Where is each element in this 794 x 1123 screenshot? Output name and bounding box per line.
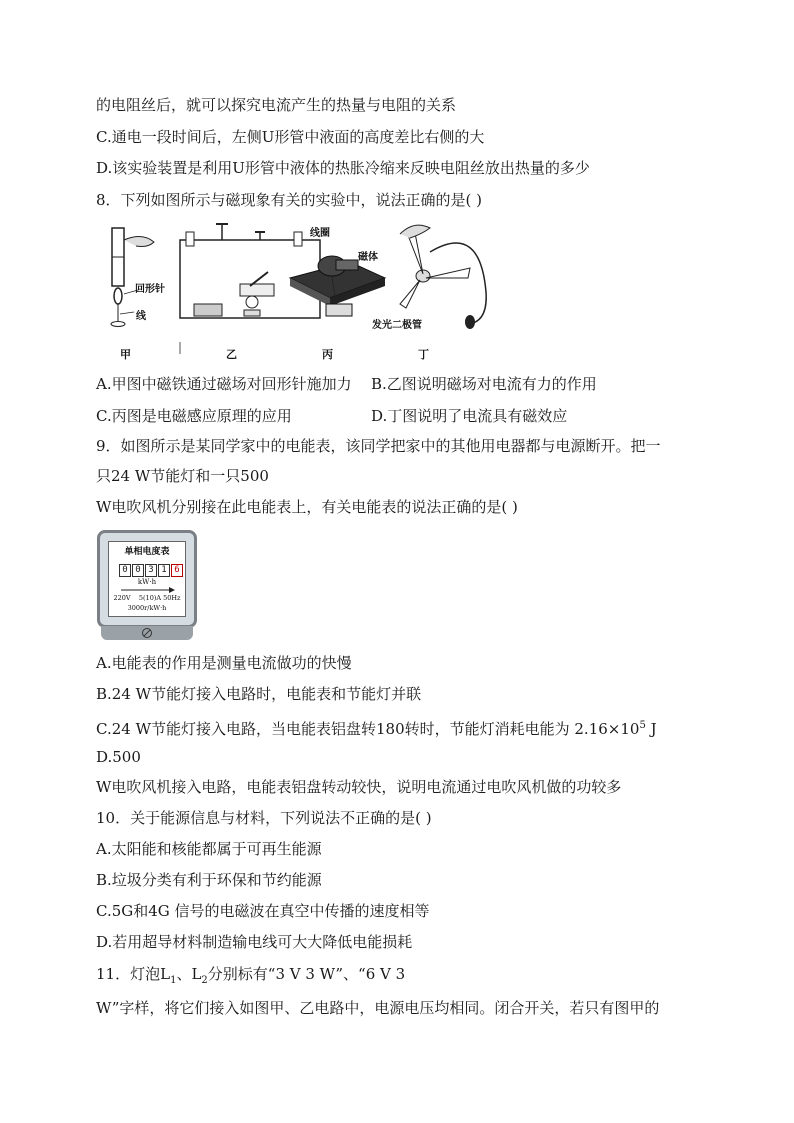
- meter-spec-1: 220V 5(10)A 50Hz: [113, 594, 181, 602]
- meter-digit-decimal: 6: [171, 564, 183, 577]
- meter-base: [101, 626, 193, 640]
- q9-stem-1: 9．如图所示是某同学家中的电能表，该同学把家中的其他用电器都与电源断开。把一: [96, 437, 661, 455]
- meter-digits: [119, 564, 184, 577]
- q11-sub-1: 1: [170, 975, 177, 986]
- fig-label-yi: 乙: [226, 348, 237, 361]
- label-magnet-body: 磁体: [358, 252, 378, 263]
- q9-stem-2: 只24 W节能灯和一只500: [96, 467, 269, 485]
- q9-option-c-unit: J: [645, 720, 657, 738]
- q9-option-c-text: C.24 W节能灯接入电路，当电能表铝盘转180转时，节能灯消耗电能为 2.16×10: [96, 720, 640, 738]
- q10-option-d: D.若用超导材料制造输电线可大大降低电能损耗: [96, 933, 413, 951]
- fig-label-ding: 丁: [418, 348, 429, 361]
- q9-option-d-2: W电吹风机接入电路，电能表铝盘转动较快，说明电流通过电吹风机做的功较多: [96, 778, 622, 796]
- q9-option-c-exponent: 5: [639, 720, 646, 731]
- q9-option-d-1: D.500: [96, 748, 141, 766]
- q11-stem-1: [96, 964, 405, 991]
- q10-stem: 10．关于能源信息与材料，下列说法不正确的是( ): [96, 809, 432, 827]
- meter-title: 单相电度表: [124, 547, 170, 557]
- meter-panel: [108, 541, 186, 617]
- fig-label-bing: 丙: [322, 348, 333, 361]
- meter-digit: 0: [132, 564, 144, 577]
- option-d-prev: D.该实验装置是利用U形管中液体的热胀冷缩来反映电阻丝放出热量的多少: [96, 159, 590, 177]
- label-thread: 线: [136, 311, 146, 322]
- q9-option-c: [96, 716, 657, 739]
- meter-screw-icon: [141, 627, 153, 639]
- label-coil: 线圈: [310, 228, 330, 239]
- fig-label-jia: 甲: [120, 348, 131, 361]
- label-led: 发光二极管: [372, 320, 422, 331]
- q11-sub-2: 2: [201, 975, 208, 986]
- meter-digit: 0: [119, 564, 131, 577]
- q11-text-b: 、L: [176, 965, 202, 983]
- q11-text-a: 11．灯泡L: [96, 965, 171, 983]
- q8-figure: [100, 222, 500, 362]
- meter-digit: 3: [145, 564, 157, 577]
- q9-option-b: B.24 W节能灯接入电路时，电能表和节能灯并联: [96, 685, 422, 703]
- option-c-prev: C.通电一段时间后，左侧U形管中液面的高度差比右侧的大: [96, 128, 485, 146]
- meter-digit: 1: [158, 564, 170, 577]
- electric-meter: [97, 530, 197, 640]
- q8-option-b: B.乙图说明磁场对电流有力的作用: [371, 375, 597, 393]
- meter-body: [97, 530, 197, 628]
- q8-option-c: C.丙图是电磁感应原理的应用: [96, 407, 292, 425]
- meter-spec-2: 3000r/kW·h: [127, 604, 167, 612]
- q8-option-d: D.丁图说明了电流具有磁效应: [371, 407, 568, 425]
- q8-option-a: A.甲图中磁铁通过磁场对回形针施加力: [96, 375, 352, 393]
- q9-option-a: A.电能表的作用是测量电流做功的快慢: [96, 654, 352, 672]
- q10-option-a: A.太阳能和核能都属于可再生能源: [96, 840, 322, 858]
- q11-text-c: 分别标有“3 V 3 W”、“6 V 3: [207, 965, 406, 983]
- meter-arrow-icon: [121, 587, 175, 593]
- text-line-1: 的电阻丝后，就可以探究电流产生的热量与电阻的关系: [96, 96, 457, 114]
- q11-stem-2: W”字样，将它们接入如图甲、乙电路中，电源电压均相同。闭合开关，若只有图甲的: [96, 999, 660, 1017]
- label-paperclip: 回形针: [135, 284, 165, 295]
- meter-unit: kW·h: [137, 578, 157, 586]
- q10-option-c: C.5G和4G 信号的电磁波在真空中传播的速度相等: [96, 902, 430, 920]
- q9-stem-3: W电吹风机分别接在此电能表上，有关电能表的说法正确的是( ): [96, 498, 518, 516]
- q10-option-b: B.垃圾分类有利于环保和节约能源: [96, 871, 322, 889]
- question-8-stem: 8．下列如图所示与磁现象有关的实验中，说法正确的是( ): [96, 191, 483, 209]
